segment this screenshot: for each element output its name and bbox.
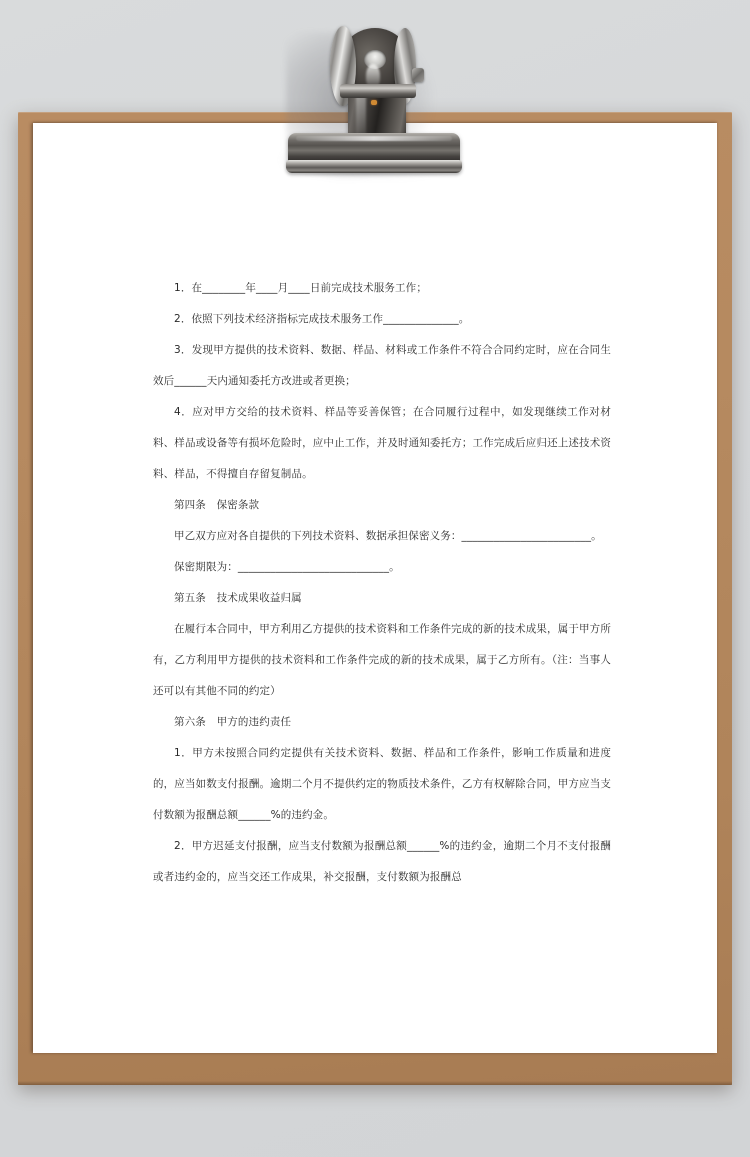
- clip-bar-lip: [286, 160, 462, 173]
- heading-article-5: 第五条 技术成果收益归属: [174, 592, 302, 604]
- document-page: [33, 123, 717, 1053]
- clip-side-screw: [412, 68, 424, 82]
- clip-rivet-upper: [371, 100, 377, 105]
- clip-upper-tab: [340, 84, 416, 98]
- bulldog-clip-icon: [280, 24, 476, 176]
- paragraph-item-2: 2．依照下列技术经济指标完成技术服务工作______________。: [174, 313, 470, 325]
- paragraph-article-5-body: 在履行本合同中，甲方利用乙方提供的技术资料和工作条件完成的新的技术成果，属于甲方所有，乙方利用甲方提供的技术资料和工作条件完成的新的技术成果，属于乙方所有。（注：当事人还可以有其他不同的约定）: [153, 623, 611, 697]
- heading-article-4: 第四条 保密条款: [174, 499, 260, 511]
- paragraph-article-6-item-1: 1．甲方未按照合同约定提供有关技术资料、数据、样品和工作条件，影响工作质量和进度的，应当如数支付报酬。逾期二个月不提供约定的物质技术条件，乙方有权解除合同，甲方应当支付数额为报酬总额______%的违约金。: [153, 747, 611, 821]
- paragraph-item-4: 4．应对甲方交给的技术资料、样品等妥善保管；在合同履行过程中，如发现继续工作对材料、样品或设备等有损坏危险时，应中止工作，并及时通知委托方；工作完成后应归还上述技术资料、样品，不得擅自存留复制品。: [153, 406, 611, 480]
- board-bottom-edge: [18, 1081, 732, 1085]
- paragraph-item-1: 1．在________年____月____日前完成技术服务工作；: [174, 282, 427, 294]
- paragraph-article-4-period: 保密期限为：____________________________。: [174, 561, 400, 573]
- paragraph-article-6-item-2: 2．甲方迟延支付报酬，应当支付数额为报酬总额______%的违约金，逾期二个月不支付报酬或者违约金的，应当交还工作成果，补交报酬，支付数额为报酬总: [153, 840, 611, 883]
- clip-bar-highlight: [296, 136, 452, 141]
- paragraph-article-4-body: 甲乙双方应对各自提供的下列技术资料、数据承担保密义务：________________________。: [174, 530, 602, 542]
- document-text-body: [153, 273, 611, 893]
- paragraph-item-3: 3．发现甲方提供的技术资料、数据、样品、材料或工作条件不符合合同约定时，应在合同生效后______天内通知委托方改进或者更换；: [153, 344, 611, 387]
- heading-article-6: 第六条 甲方的违约责任: [174, 716, 292, 728]
